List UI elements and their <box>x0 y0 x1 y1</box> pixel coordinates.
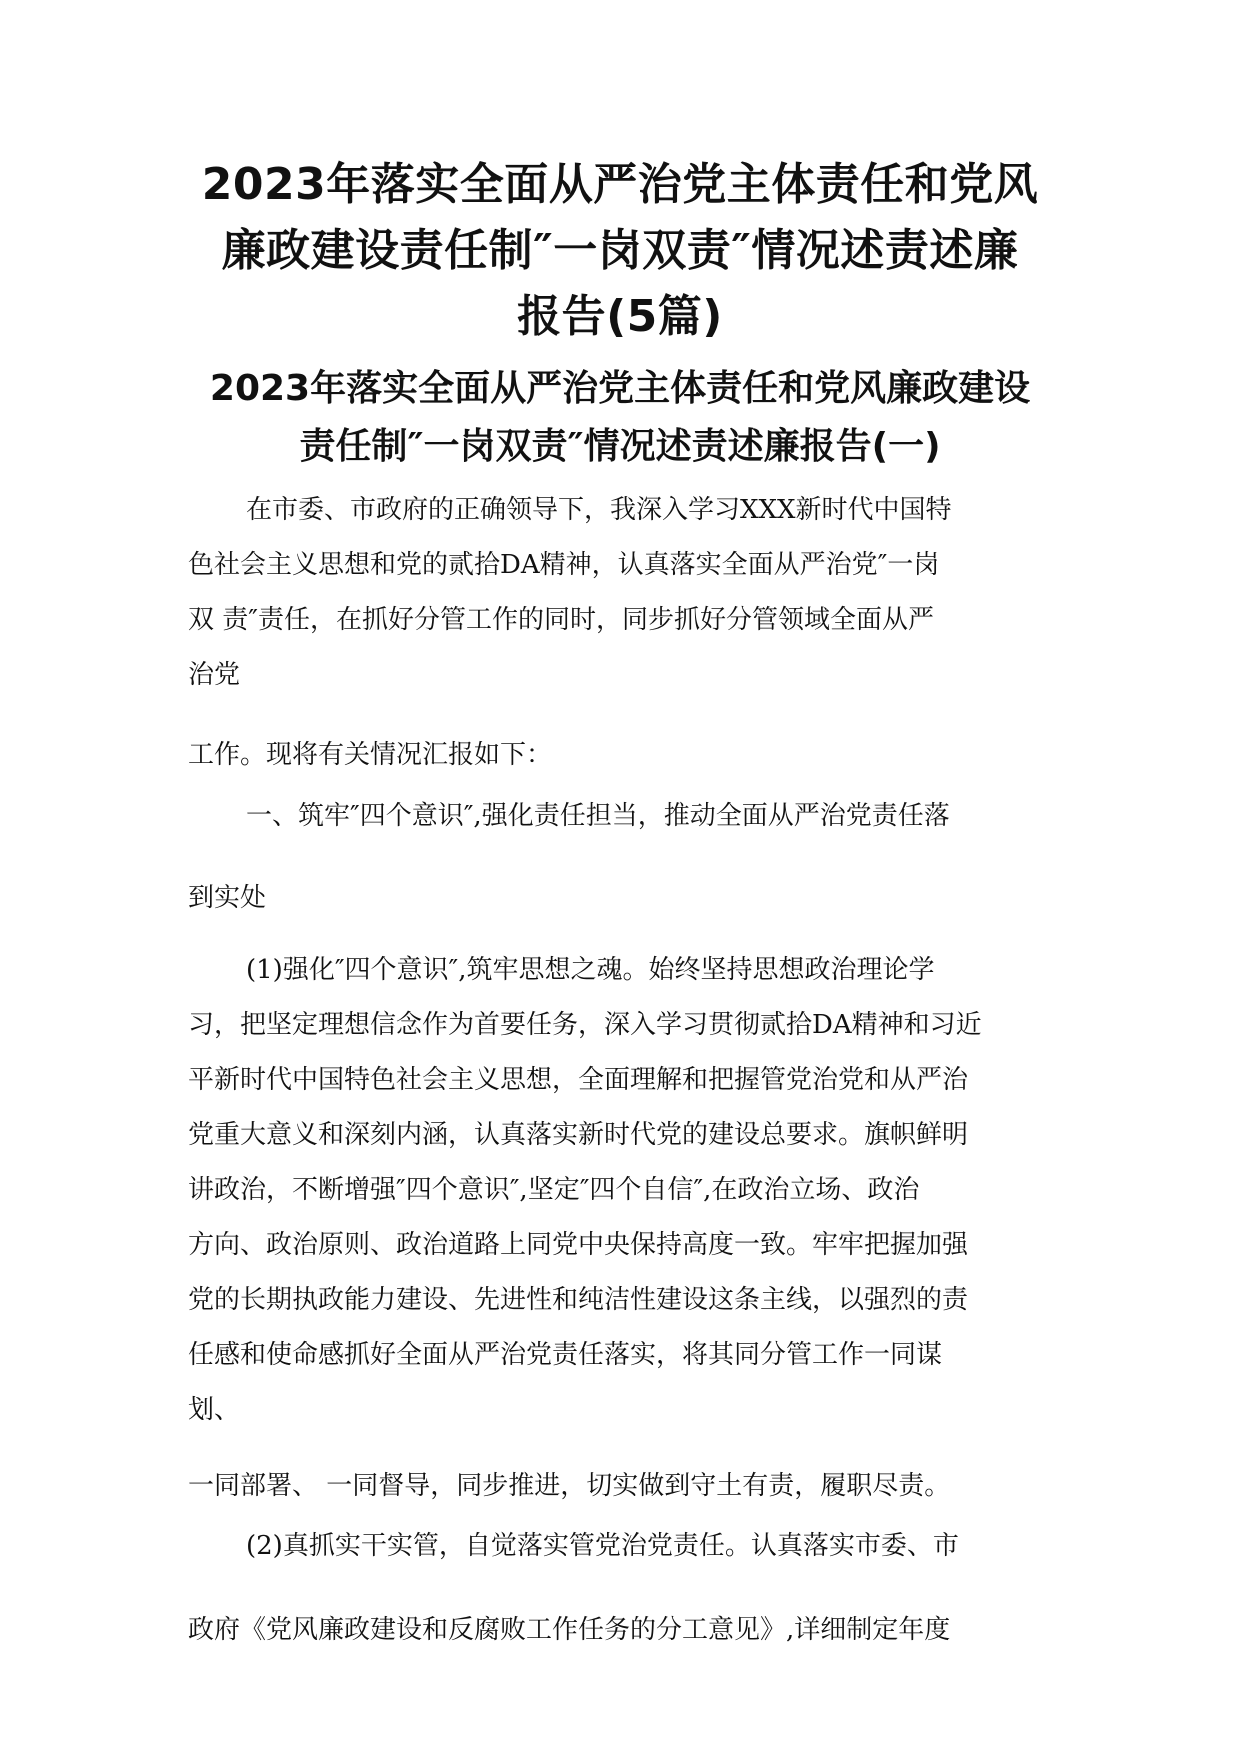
body-line: 方向、政治原则、政治道路上同党中央保持高度一致。牢牢把握加强 <box>188 1230 969 1260</box>
body-line: 色社会主义思想和党的贰拾DA精神，认真落实全面从严治党″一岗 <box>188 550 940 580</box>
body-line: 习，把坚定理想信念作为首要任务，深入学习贯彻贰拾DA精神和习近 <box>188 1010 982 1040</box>
document-title <box>180 152 1060 350</box>
title-line-2: 廉政建设责任制″一岗双责″情况述责述廉 <box>221 225 1019 276</box>
body-line: 到实处 <box>188 883 267 913</box>
body-line: 平新时代中国特色社会主义思想，全面理解和把握管党治党和从严治 <box>188 1065 969 1095</box>
body-line: 政府《党风廉政建设和反腐败工作任务的分工意见》,详细制定年度 <box>188 1615 951 1645</box>
body-line: 双 责″责任，在抓好分管工作的同时，同步抓好分管领域全面从严 <box>188 605 934 635</box>
body-line: 治党 <box>188 660 241 690</box>
body-line: 一同部署、 一同督导，同步推进，切实做到守土有责，履职尽责。 <box>188 1471 951 1501</box>
body-line: 讲政治，不断增强″四个意识″,坚定″四个自信″,在政治立场、政治 <box>188 1175 920 1205</box>
body-line: 一、筑牢″四个意识″,强化责任担当，推动全面从严治党责任落 <box>246 801 950 831</box>
section-title-line-1: 2023年落实全面从严治党主体责任和党风廉政建设 <box>209 368 1031 409</box>
body-line: 党的长期执政能力建设、先进性和纯洁性建设这条主线，以强烈的责 <box>188 1285 969 1315</box>
title-line-1: 2023年落实全面从严治党主体责任和党风 <box>201 159 1039 210</box>
body-line: 任感和使命感抓好全面从严治党责任落实，将其同分管工作一同谋 <box>188 1340 943 1370</box>
body-line: (1)强化″四个意识″,筑牢思想之魂。始终坚持思想政治理论学 <box>246 955 935 985</box>
title-line-3: 报告(5篇) <box>517 291 723 342</box>
body-line: 划、 <box>188 1395 241 1425</box>
section-title-line-2: 责任制″一岗双责″情况述责述廉报告(一) <box>299 426 941 467</box>
body-line: (2)真抓实干实管，自觉落实管党治党责任。认真落实市委、市 <box>246 1531 959 1561</box>
body-line: 在市委、市政府的正确领导下，我深入学习XXX新时代中国特 <box>246 495 952 525</box>
body-line: 党重大意义和深刻内涵，认真落实新时代党的建设总要求。旗帜鲜明 <box>188 1120 969 1150</box>
body-line: 工作。现将有关情况汇报如下： <box>188 740 553 770</box>
section-title <box>180 360 1060 476</box>
